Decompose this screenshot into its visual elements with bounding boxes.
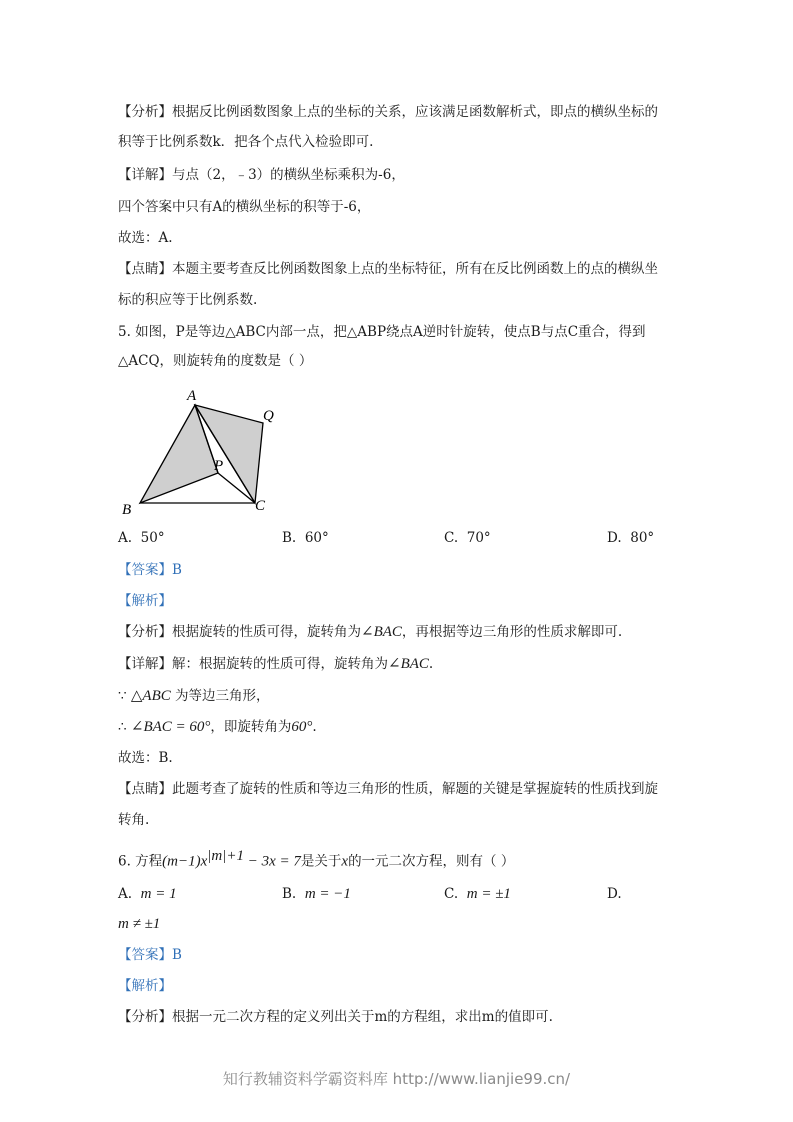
label-a: A — [187, 388, 197, 404]
label-c: C — [255, 498, 266, 514]
label-b: B — [122, 502, 132, 518]
q5-because: ∵ △ABC 为等边三角形， — [118, 688, 270, 704]
line-detail-2: 四个答案中只有A的横纵坐标的积等于-6， — [118, 199, 371, 215]
q5-detail: 【详解】解：根据旋转的性质可得，旋转角为∠BAC. — [118, 656, 434, 672]
line-comment-1: 【点睛】本题主要考查反比例函数图象上点的坐标特征，所有在反比例函数上的点的横纵坐 — [118, 261, 658, 277]
q6-option-c: C. m = ±1 — [444, 886, 511, 902]
q6-solution-heading: 【解析】 — [118, 978, 172, 994]
q6-option-d: D. — [607, 886, 622, 902]
q5-option-a: A. 50° — [118, 530, 165, 546]
q6-analysis: 【分析】根据一元二次方程的定义列出关于m的方程组，求出m的值即可. — [118, 1009, 553, 1025]
q5-therefore: ∴ ∠BAC = 60°，即旋转角为60°. — [118, 719, 317, 735]
rotation-figure — [115, 383, 290, 518]
q5-comment-2: 转角. — [118, 812, 150, 828]
q5-choose: 故选：B. — [118, 750, 173, 766]
q6-answer: 【答案】B — [118, 947, 182, 963]
label-p: P — [214, 458, 224, 474]
question-6: 6. 方程$(m-1)x^{|m|+1} - 3x = 7$是关于x的一元二次方程，则有（ ） — [118, 848, 515, 870]
line-analysis-2: 积等于比例系数k．把各个点代入检验即可. — [118, 134, 374, 150]
q5-comment-1: 【点睛】此题考查了旋转的性质和等边三角形的性质，解题的关键是掌握旋转的性质找到旋 — [118, 781, 658, 797]
q5-option-b: B. 60° — [282, 530, 329, 546]
q5-option-c: C. 70° — [444, 530, 491, 546]
question-5-line-1: 5. 如图，P是等边△ABC内部一点，把△ABP绕点A逆时针旋转，使点B与点C重合，得到 — [118, 324, 646, 340]
line-choose-a: 故选：A. — [118, 230, 173, 246]
q5-solution-heading: 【解析】 — [118, 593, 172, 609]
line-analysis-1: 【分析】根据反比例函数图象上点的坐标的关系，应该满足函数解析式，即点的横纵坐标的 — [118, 104, 658, 120]
q5-answer: 【答案】B — [118, 562, 182, 578]
q6-option-a: A. m = 1 — [118, 886, 177, 902]
label-q: Q — [263, 408, 274, 424]
q6-option-b: B. m = −1 — [282, 886, 351, 902]
question-5-line-2: △ACQ，则旋转角的度数是（ ） — [118, 353, 313, 369]
q5-option-d: D. 80° — [607, 530, 655, 546]
line-detail-1: 【详解】与点（2，﹣3）的横纵坐标乘积为-6， — [118, 167, 405, 183]
line-comment-2: 标的积应等于比例系数. — [118, 292, 258, 308]
footer-watermark: 知行教辅资料学霸资料库 http://www.lianjie99.cn/ — [222, 1070, 571, 1088]
q5-analysis: 【分析】根据旋转的性质可得，旋转角为∠BAC，再根据等边三角形的性质求解即可. — [118, 624, 623, 640]
q6-option-d-value: m ≠ ±1 — [118, 916, 161, 932]
